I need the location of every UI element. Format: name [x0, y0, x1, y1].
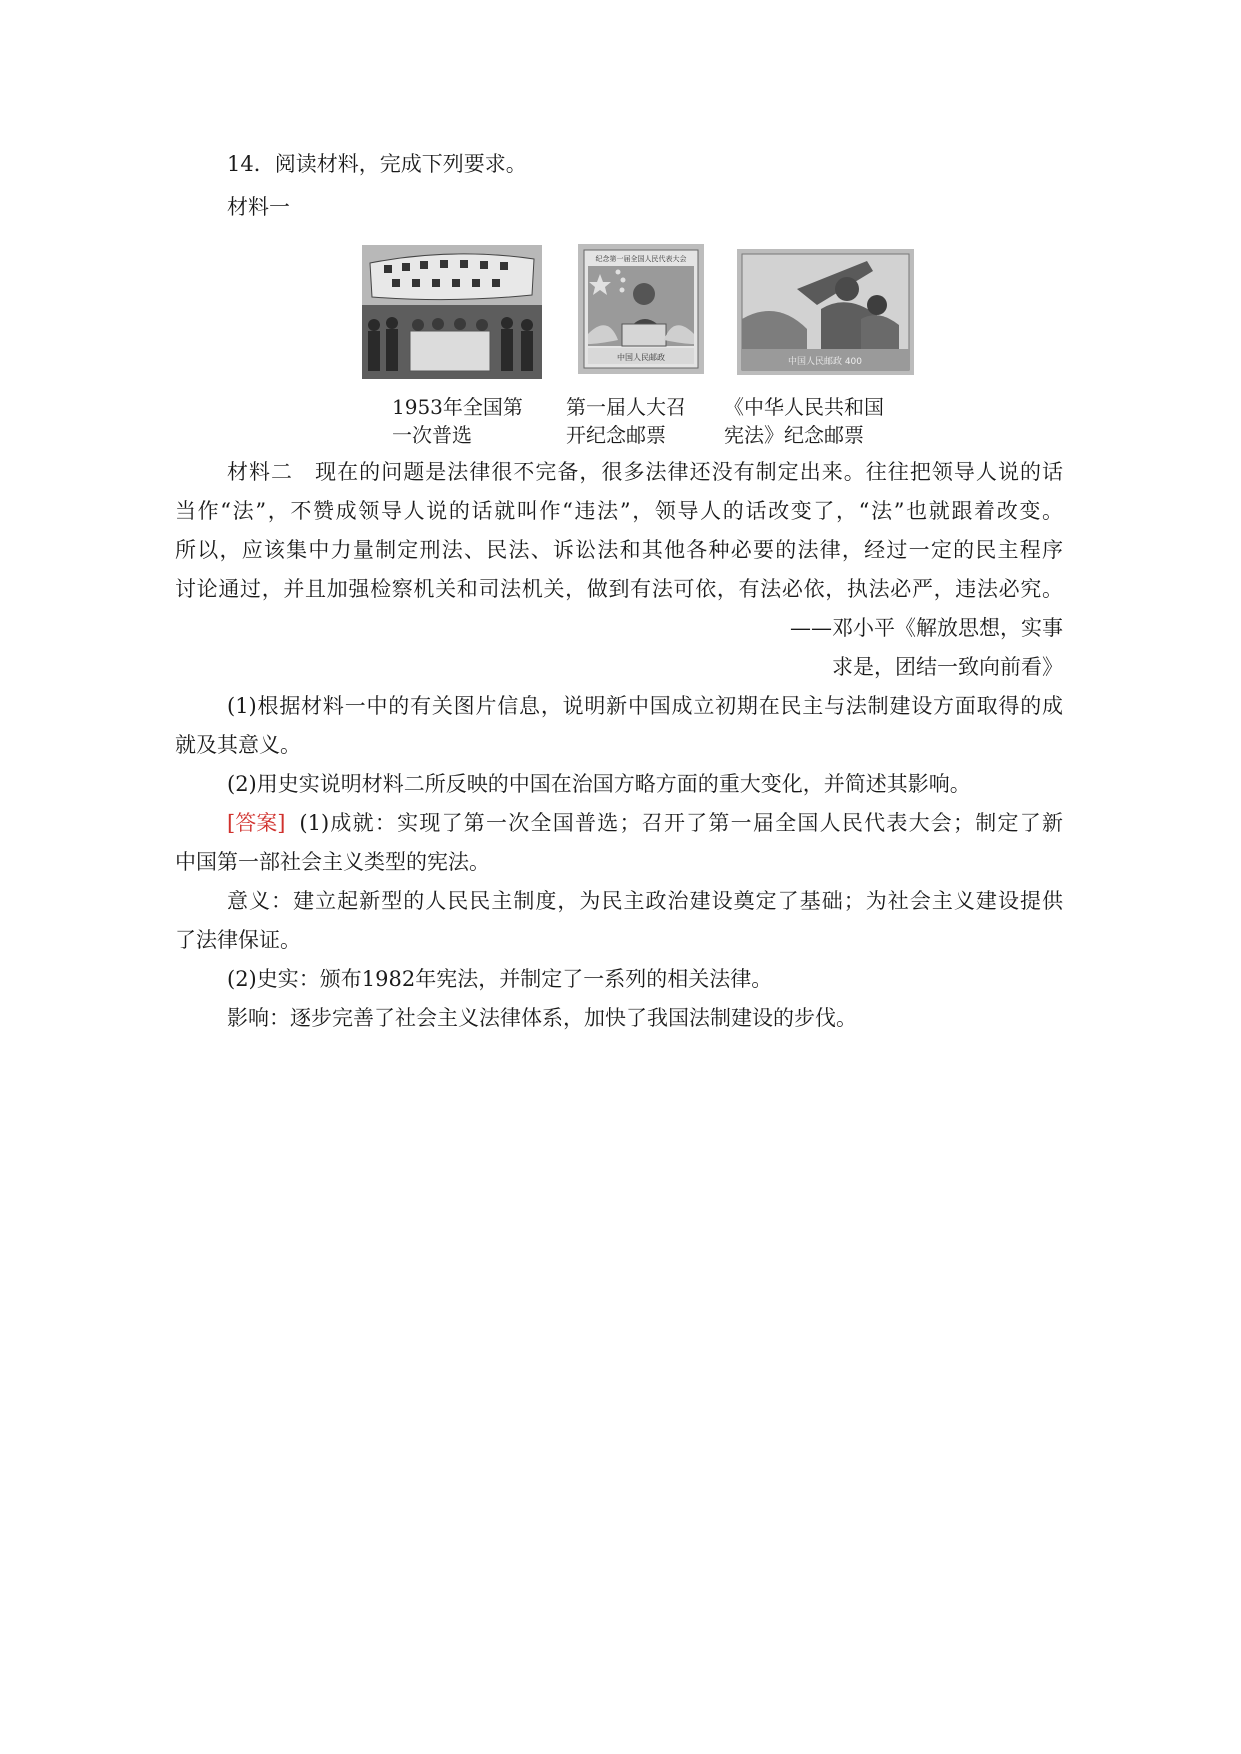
material1-label: 材料一: [227, 195, 290, 219]
source-line-1: ——邓小平《解放思想，实事: [790, 616, 1063, 640]
answer-meaning-line-1: 意义：建立起新型的人民民主制度，为民主政治建设奠定了基础；为社会主义建设提供: [227, 889, 1063, 913]
material2-line-3: 所以，应该集中力量制定刑法、民法、诉讼法和其他各种必要的法律，经过一定的民主程序: [175, 538, 1063, 562]
question-1-line-2: 就及其意义。: [175, 733, 301, 757]
answer-meaning-line-2: 了法律保证。: [175, 928, 301, 952]
answer-2-effect: 影响：逐步完善了社会主义法律体系，加快了我国法制建设的步伐。: [227, 1006, 857, 1030]
npc-stamp: [578, 244, 704, 374]
answer-label: [答案]: [227, 811, 286, 835]
answer-1-line-2: 中国第一部社会主义类型的宪法。: [175, 850, 490, 874]
caption-1-line-2: 一次普选: [392, 423, 472, 447]
caption-2-line-1: 第一届人大召: [566, 395, 686, 419]
material2-line-1: 材料二 现在的问题是法律很不完备，很多法律还没有制定出来。往往把领导人说的话: [227, 460, 1063, 484]
question-heading: 14．阅读材料，完成下列要求。: [227, 152, 527, 176]
constitution-stamp-text: 中国人民邮政 400: [787, 357, 863, 367]
constitution-stamp-illustration: [737, 249, 914, 375]
answer-2-fact: (2)史实：颁布1982年宪法，并制定了一系列的相关法律。: [227, 967, 773, 991]
question-1-line-1: (1)根据材料一中的有关图片信息，说明新中国成立初期在民主与法制建设方面取得的成: [227, 694, 1063, 718]
answer-line-1: [227, 809, 1063, 837]
answer-1-line-1: (1)成就：实现了第一次全国普选；召开了第一届全国人民代表大会；制定了新: [299, 811, 1063, 835]
material2-line-2: 当作“法”，不赞成领导人说的话就叫作“违法”，领导人的话改变了，“法”也就跟着改变。: [175, 499, 1063, 523]
constitution-stamp: [737, 249, 914, 375]
caption-3-line-1: 《中华人民共和国: [724, 395, 884, 419]
npc-stamp-illustration: [578, 244, 704, 374]
election-photo-illustration: [362, 245, 542, 379]
npc-stamp-top-text: 纪念第一届全国人民代表大会: [595, 255, 687, 263]
caption-1-line-1: 1953年全国第: [392, 395, 523, 419]
caption-3-line-2: 宪法》纪念邮票: [724, 423, 864, 447]
question-2: (2)用史实说明材料二所反映的中国在治国方略方面的重大变化，并简述其影响。: [227, 772, 971, 796]
caption-2-line-2: 开纪念邮票: [566, 423, 666, 447]
npc-stamp-bottom-text: 中国人民邮政: [617, 353, 665, 362]
material2-line-4: 讨论通过，并且加强检察机关和司法机关，做到有法可依，有法必依，执法必严，违法必究。: [175, 577, 1063, 601]
source-line-2: 求是，团结一致向前看》: [832, 655, 1063, 679]
election-photo: [362, 245, 542, 379]
